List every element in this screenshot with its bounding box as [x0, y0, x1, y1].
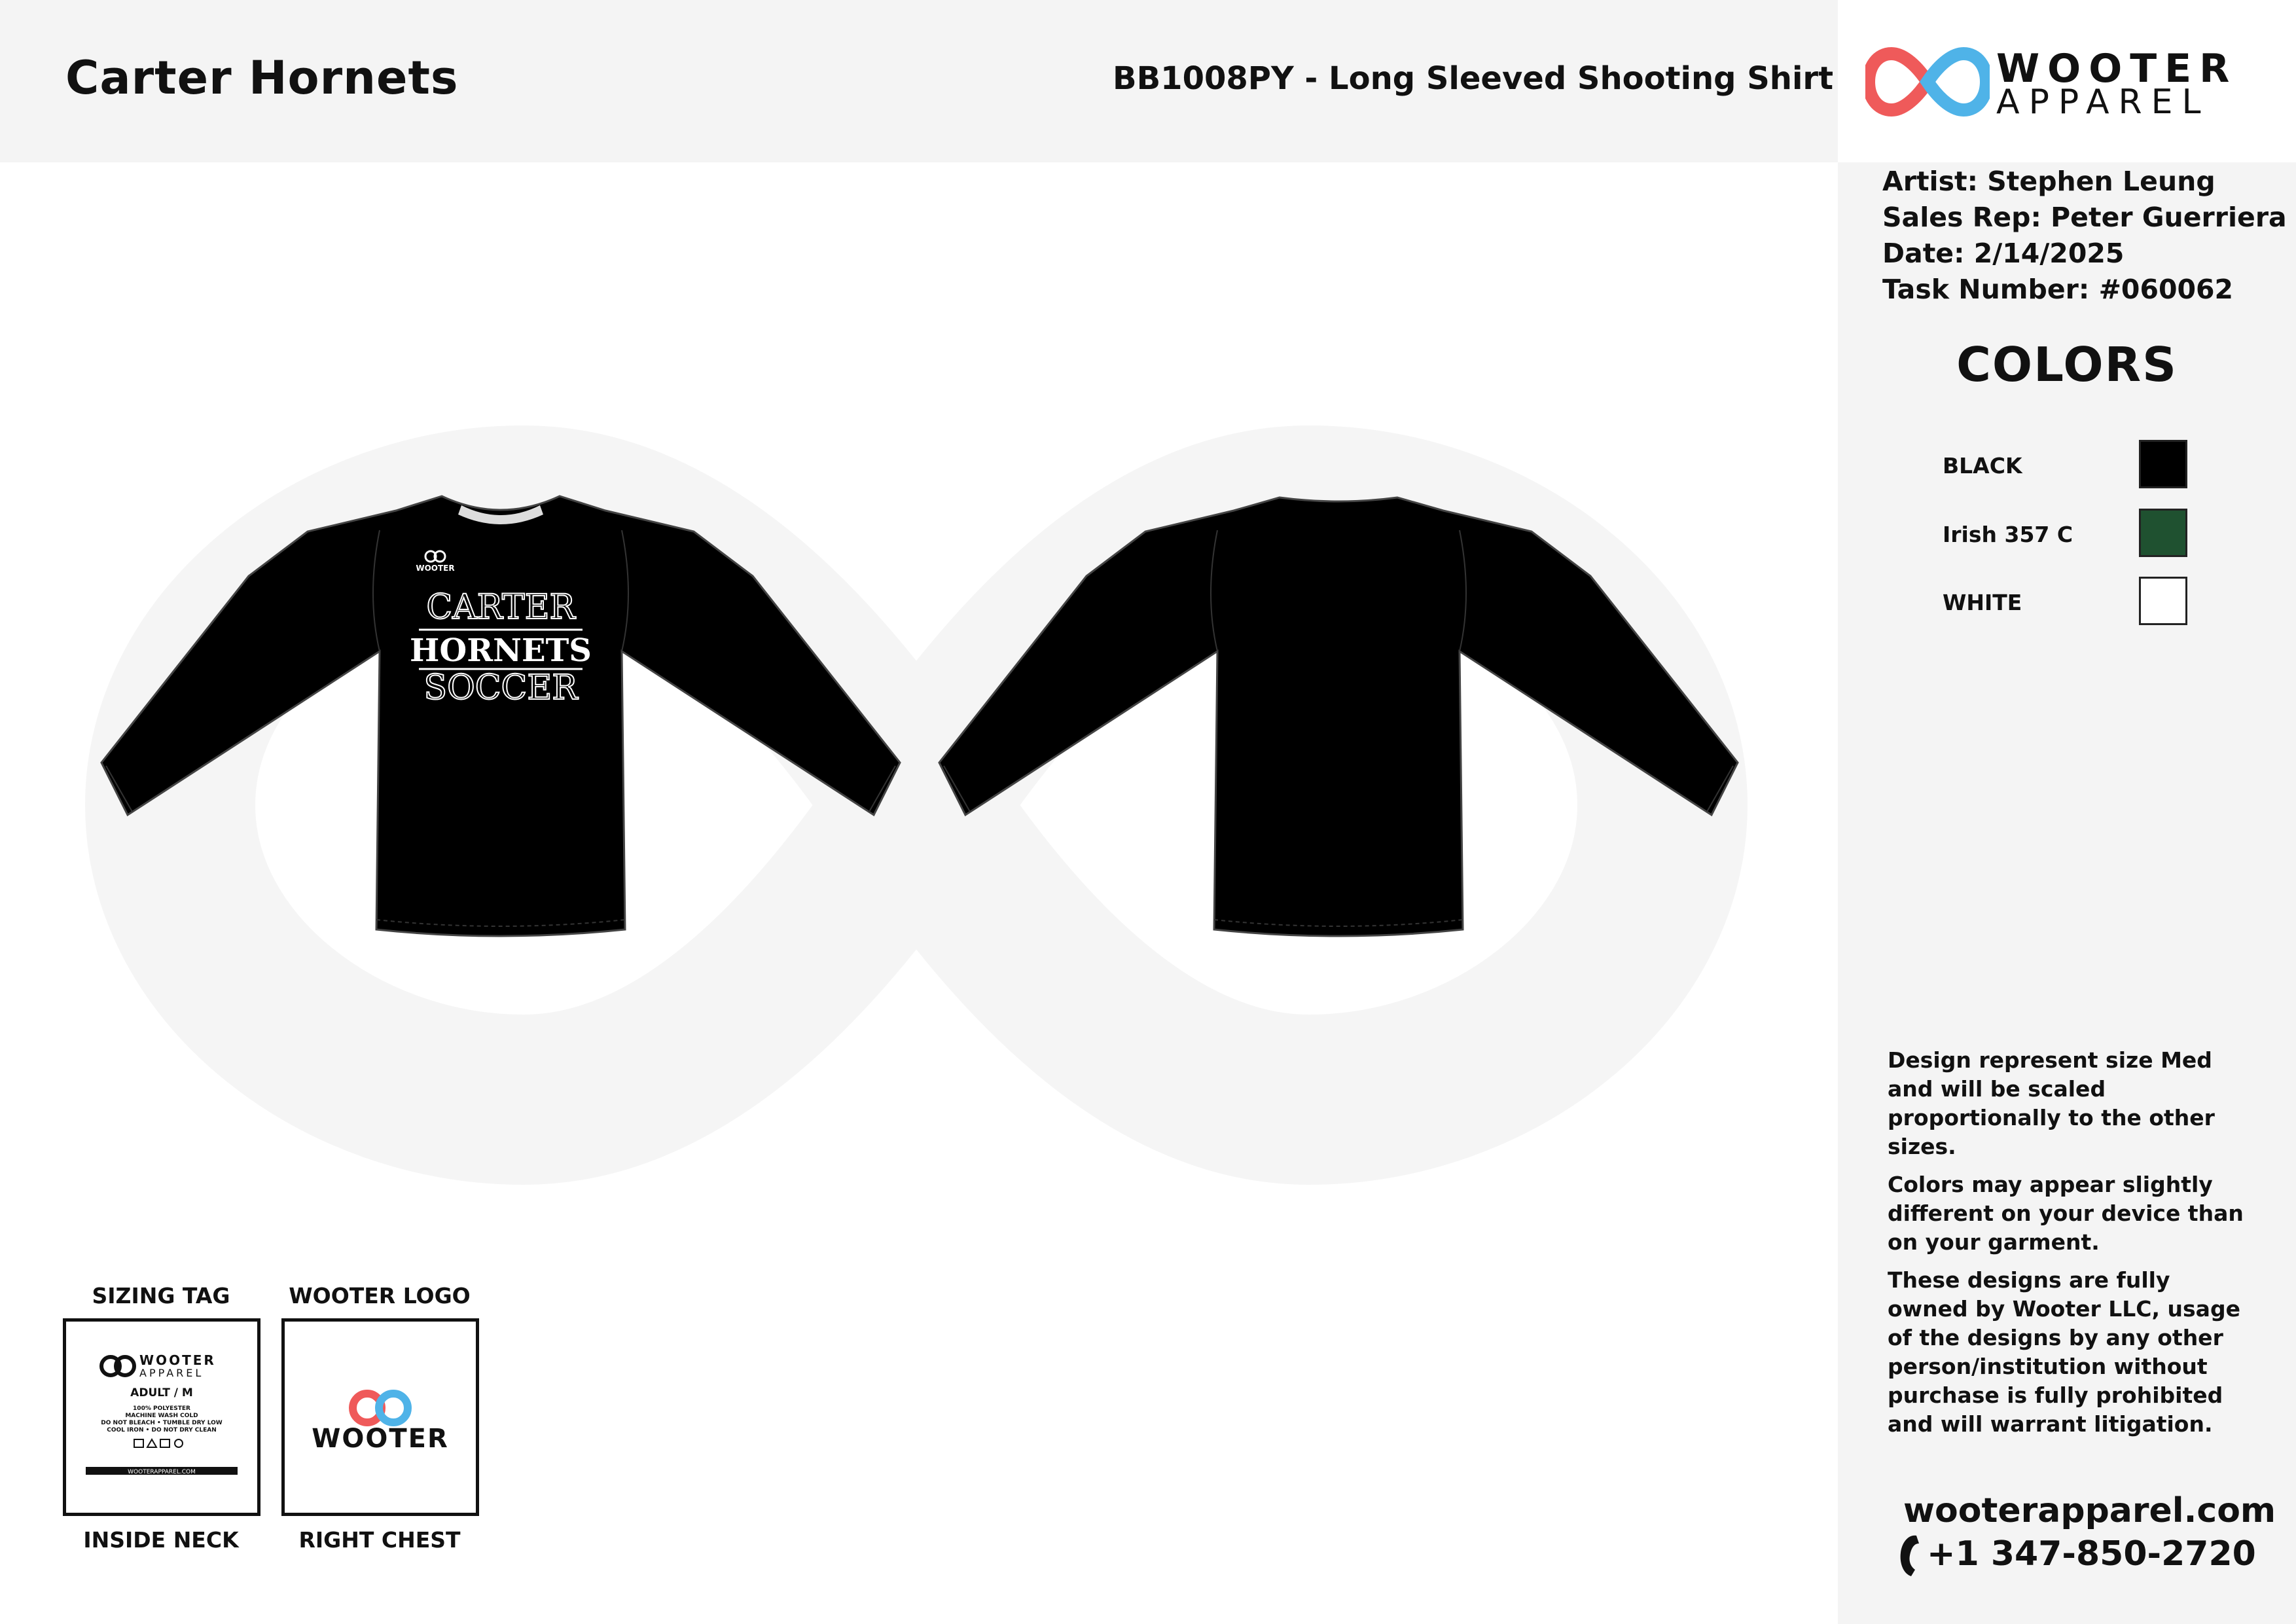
color-swatch-row — [1943, 509, 2191, 561]
tag-brand: WOOTER — [139, 1352, 216, 1368]
logo-tag-text: WOOTER — [312, 1424, 449, 1454]
wooter-logo-icon — [101, 1357, 134, 1375]
sizing-tag-title: SIZING TAG — [92, 1283, 230, 1308]
brand-logo — [1865, 39, 2271, 124]
color-swatch — [2139, 577, 2187, 625]
tag-url: WOOTERAPPAREL.COM — [128, 1469, 196, 1475]
note-text: Design represent size Med and will be scaled proportionally to the other sizes. — [1888, 1047, 2215, 1159]
artist-line: Artist: Stephen Leung — [1882, 166, 2215, 197]
tag-care-line: COOL IRON • DO NOT DRY CLEAN — [107, 1427, 217, 1434]
website-link[interactable]: wooterapparel.com — [1903, 1491, 2276, 1530]
logo-tag-location: RIGHT CHEST — [298, 1527, 461, 1553]
wooter-infinity-icon — [353, 1394, 408, 1422]
svg-text:WOOTER: WOOTER — [416, 564, 455, 573]
brand-subname: APPAREL — [1996, 82, 2210, 122]
color-swatch — [2139, 509, 2187, 557]
color-swatch-row — [1943, 440, 2191, 492]
phone-icon — [1897, 1533, 1923, 1579]
phone-number[interactable] — [1897, 1533, 2256, 1579]
sizing-tag-artwork — [66, 1322, 257, 1513]
logo-tag — [281, 1318, 479, 1516]
sales-rep-line: Sales Rep: Peter Guerriera — [1882, 202, 2287, 233]
shirt-back — [936, 491, 1741, 949]
order-info — [1882, 164, 2287, 308]
tag-care-line: 100% POLYESTER — [133, 1405, 190, 1412]
care-symbols-icon — [134, 1439, 183, 1447]
chest-text-line1: CARTER — [426, 588, 575, 627]
logo-tag-title: WOOTER LOGO — [289, 1283, 471, 1308]
color-name: BLACK — [1943, 453, 2022, 478]
tag-brand-sub: APPAREL — [139, 1367, 204, 1379]
product-name: BB1008PY - Long Sleeved Shooting Shirt — [1113, 60, 1834, 97]
color-name: WHITE — [1943, 590, 2022, 615]
tag-care-line: DO NOT BLEACH • TUMBLE DRY LOW — [101, 1420, 223, 1426]
task-number-line: Task Number: #060062 — [1882, 274, 2234, 305]
disclaimer-notes — [1888, 1046, 2254, 1448]
shirt-front — [98, 491, 903, 949]
tag-care-line: MACHINE WASH COLD — [125, 1413, 198, 1419]
date-line: Date: 2/14/2025 — [1882, 238, 2125, 269]
tag-size: ADULT / M — [130, 1386, 193, 1399]
chest-text-line3: SOCCER — [423, 668, 578, 708]
logo-tag-artwork — [285, 1322, 476, 1513]
note-text: These designs are fully owned by Wooter LLC, usage of the designs by any other person/institution without purchase is fully prohibited and will warrant litigation. — [1888, 1267, 2240, 1437]
infinity-logo-icon — [1865, 39, 1990, 124]
color-swatch — [2139, 440, 2187, 488]
note-text: Colors may appear slightly different on your device than on your garment. — [1888, 1172, 2244, 1255]
chest-text-line2: HORNETS — [410, 632, 592, 669]
page-title: Carter Hornets — [65, 51, 459, 105]
color-name: Irish 357 C — [1943, 522, 2073, 547]
brand-name: WOOTER — [1996, 46, 2238, 92]
colors-heading: COLORS — [1956, 337, 2178, 392]
sizing-tag-location: INSIDE NECK — [83, 1527, 239, 1553]
phone-text: +1 347-850-2720 — [1927, 1534, 2256, 1574]
sizing-tag — [63, 1318, 260, 1516]
color-swatch-row — [1943, 577, 2191, 629]
